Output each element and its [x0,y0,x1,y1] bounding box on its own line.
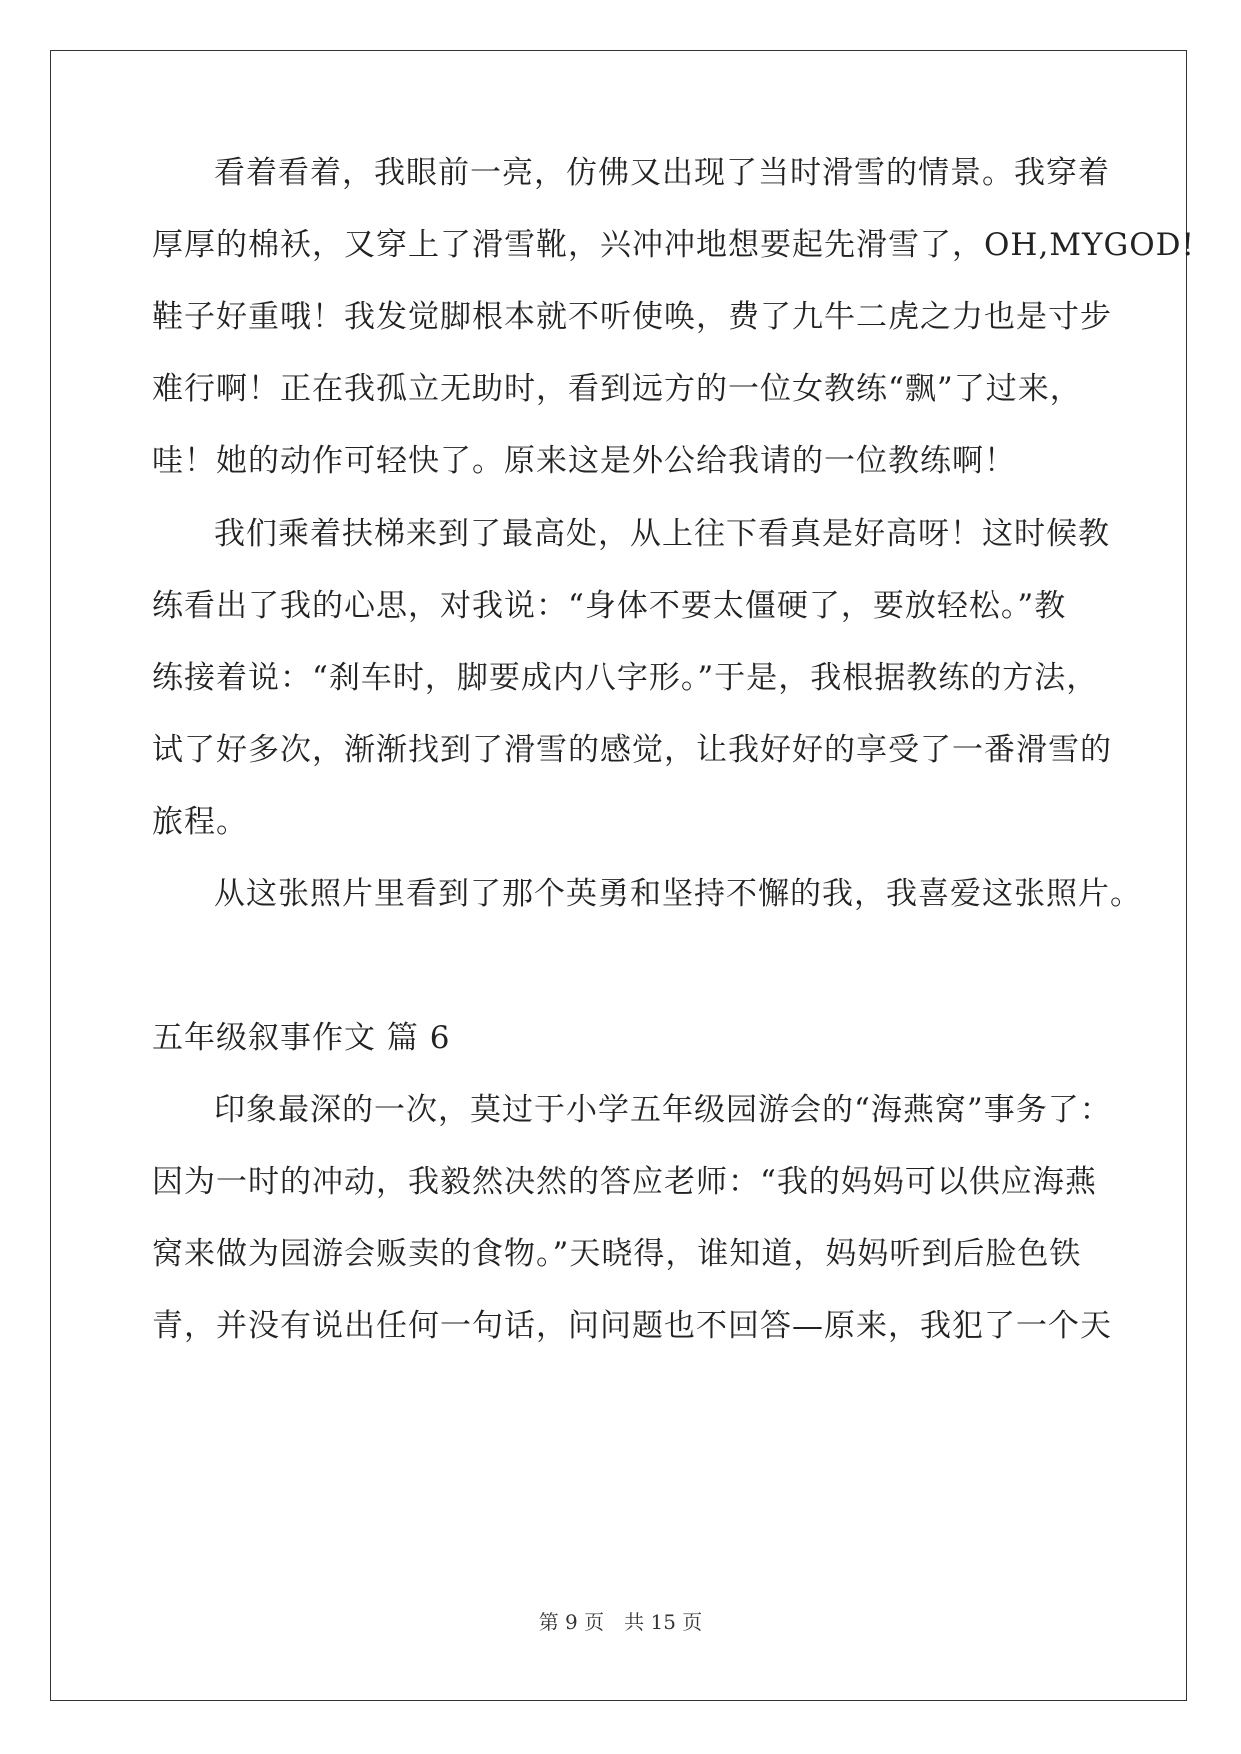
section-paragraph-line-4: 青，并没有说出任何一句话，问问题也不回答—原来，我犯了一个天 [152,1308,1112,1344]
paragraph-1-line-2: 厚厚的棉袄，又穿上了滑雪靴，兴冲冲地想要起先滑雪了，OH,MYGOD! [152,227,1195,263]
page-number-footer: 第 9 页 共 15 页 [538,1610,703,1634]
section-title: 五年级叙事作文 篇 6 [152,1020,451,1056]
section-paragraph-line-1: 印象最深的一次，莫过于小学五年级园游会的“海燕窝”事务了： [214,1092,1112,1128]
paragraph-1-line-3: 鞋子好重哦！我发觉脚根本就不听使唤，费了九牛二虎之力也是寸步 [152,299,1112,335]
paragraph-2-line-1: 我们乘着扶梯来到了最高处，从上往下看真是好高呀！这时候教 [214,516,1110,552]
paragraph-2-line-4: 试了好多次，渐渐找到了滑雪的感觉，让我好好的享受了一番滑雪的 [152,732,1112,768]
paragraph-3-line-1: 从这张照片里看到了那个英勇和坚持不懈的我，我喜爱这张照片。 [214,876,1142,912]
paragraph-2-line-3: 练接着说：“刹车时，脚要成内八字形。”于是，我根据教练的方法， [152,660,1099,696]
paragraph-2-line-5: 旅程。 [152,804,248,840]
paragraph-1-line-1: 看着看着，我眼前一亮，仿佛又出现了当时滑雪的情景。我穿着 [214,155,1110,191]
section-paragraph-line-2: 因为一时的冲动，我毅然决然的答应老师：“我的妈妈可以供应海燕 [152,1164,1097,1200]
paragraph-1-line-4: 难行啊！正在我孤立无助时，看到远方的一位女教练“飘”了过来， [152,371,1082,407]
paragraph-1-line-5: 哇！她的动作可轻快了。原来这是外公给我请的一位教练啊！ [152,443,1016,479]
paragraph-2-line-2: 练看出了我的心思，对我说：“身体不要太僵硬了，要放轻松。”教 [152,588,1067,624]
section-paragraph-line-3: 窝来做为园游会贩卖的食物。”天晓得，谁知道，妈妈听到后脸色铁 [152,1236,1082,1272]
